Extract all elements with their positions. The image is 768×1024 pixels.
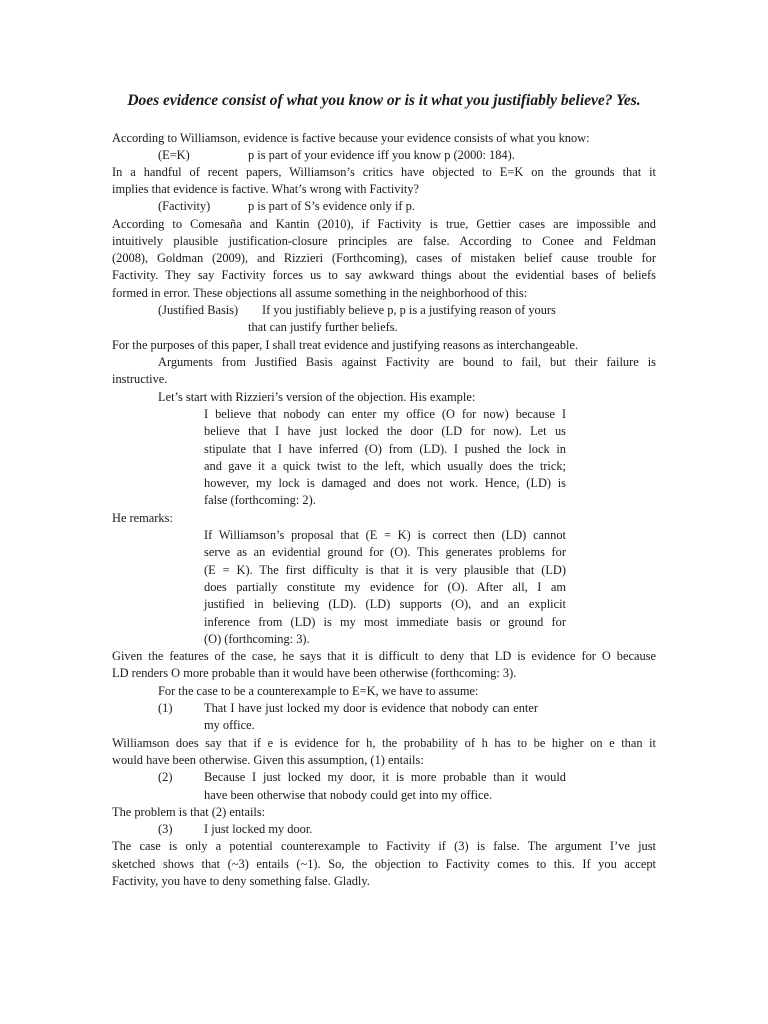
text-line: The problem is that (2) entails: — [112, 805, 266, 819]
text-line: Let’s start with Rizzieri’s version of the objection. His example: — [158, 390, 476, 404]
quote-line: justified in believing (LD). (LD) supports (O), and an explicit — [204, 597, 566, 611]
text-line: Arguments from Justified Basis against Factivity are bound to fail, but their failure is — [158, 355, 656, 369]
numbered-text: have been otherwise that nobody could get into my office. — [204, 788, 493, 802]
paper-title: Does evidence consist of what you know or is it what you justifiably believe? Yes. — [127, 92, 641, 109]
quote-line: does partially constitute my evidence for (O). After all, I am — [204, 580, 566, 594]
text-line: would have been otherwise. Given this assumption, (1) entails: — [112, 753, 424, 767]
numbered-label: (2) — [158, 770, 173, 784]
definition-text: p is part of S’s evidence only if p. — [248, 199, 415, 213]
quote-line: inference from (LD) is my most immediate basis or ground for — [204, 615, 566, 629]
numbered-label: (1) — [158, 701, 173, 715]
text-line: The case is only a potential counterexample to Factivity if (3) is false. The argument I’ve just — [112, 839, 656, 853]
text-line: (2008), Goldman (2009), and Rizzieri (Forthcoming), cases of mistaken belief cause trouble for — [112, 251, 656, 265]
text-line: Given the features of the case, he says that it is difficult to deny that LD is evidence for O because — [112, 649, 656, 663]
quote-line: I believe that nobody can enter my office (O for now) because I — [204, 407, 566, 421]
definition-text: that can justify further beliefs. — [248, 320, 398, 334]
text-line: Factivity. They say Factivity forces us to say awkward things about the evidential bases of beliefs — [112, 268, 656, 282]
text-line: According to Williamson, evidence is factive because your evidence consists of what you know: — [112, 131, 590, 145]
numbered-text: That I have just locked my door is evidence that nobody can enter — [204, 701, 538, 715]
text-line: He remarks: — [112, 511, 173, 525]
quote-line: If Williamson’s proposal that (E = K) is correct then (LD) cannot — [204, 528, 566, 542]
definition-text: p is part of your evidence iff you know p (2000: 184). — [248, 148, 515, 162]
text-line: According to Comesaña and Kantin (2010), if Factivity is true, Gettier cases are impossible and — [112, 217, 656, 231]
numbered-text: I just locked my door. — [204, 822, 313, 836]
quote-line: stipulate that I have inferred (O) from (LD). I pushed the lock in — [204, 442, 566, 456]
quote-line: and gave it a quick twist to the left, which usually does the trick; — [204, 459, 566, 473]
quote-line: however, my lock is damaged and does not work. Hence, (LD) is — [204, 476, 566, 490]
definition-label: (E=K) — [158, 148, 190, 162]
definition-label: (Justified Basis) — [158, 303, 239, 317]
text-line: Williamson does say that if e is evidence for h, the probability of h has to be higher on e than it — [112, 736, 656, 750]
quote-line: (E = K). The first difficulty is that it is very plausible that (LD) — [204, 563, 566, 577]
numbered-label: (3) — [158, 822, 173, 836]
numbered-text: my office. — [204, 718, 255, 732]
text-line: sketched shows that (~3) entails (~1). So, the objection to Factivity comes to this. If you accept — [112, 857, 656, 871]
definition-label: (Factivity) — [158, 199, 211, 213]
quote-line: (O) (forthcoming: 3). — [204, 632, 310, 646]
text-line: instructive. — [112, 372, 168, 386]
definition-text: If you justifiably believe p, p is a justifying reason of yours — [262, 303, 556, 317]
quote-line: believe that I have just locked the door (LD for now). Let us — [204, 424, 566, 438]
text-line: For the case to be a counterexample to E=K, we have to assume: — [158, 684, 479, 698]
text-line: intuitively plausible justification-closure principles are false. According to Conee and Feldman — [112, 234, 656, 248]
quote-line: serve as an evidential ground for (O). This generates problems for — [204, 545, 566, 559]
text-line: In a handful of recent papers, Williamson’s critics have objected to E=K on the grounds that it — [112, 165, 656, 179]
text-line: implies that evidence is factive. What’s wrong with Factivity? — [112, 182, 420, 196]
quote-line: false (forthcoming: 2). — [204, 493, 316, 507]
text-line: LD renders O more probable than it would have been otherwise (forthcoming: 3). — [112, 666, 517, 680]
text-line: Factivity, you have to deny something false. Gladly. — [112, 874, 370, 888]
text-line: formed in error. These objections all assume something in the neighborhood of this: — [112, 286, 528, 300]
text-line: For the purposes of this paper, I shall treat evidence and justifying reasons as interchangeable. — [112, 338, 579, 352]
numbered-text: Because I just locked my door, it is more probable than it would — [204, 770, 566, 784]
